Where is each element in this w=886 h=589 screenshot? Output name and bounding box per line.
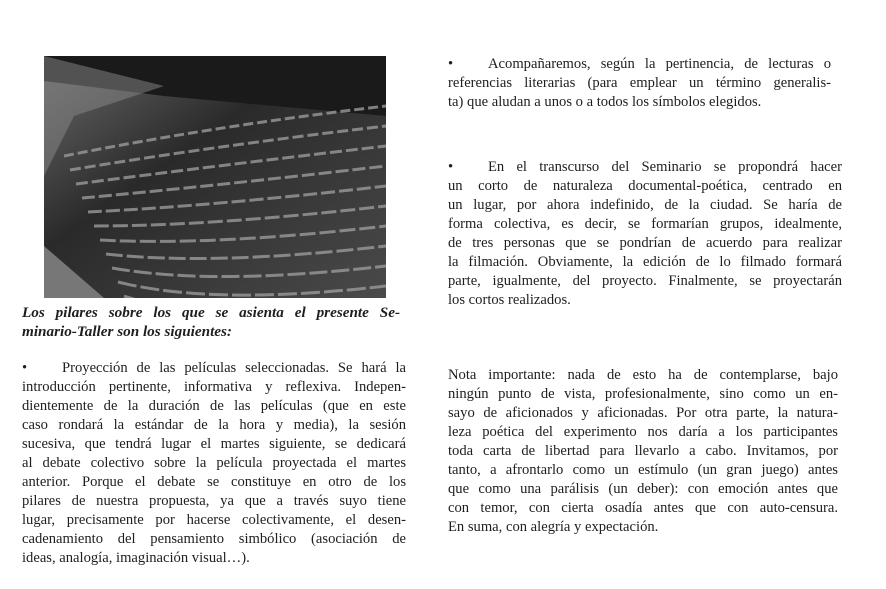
text-line: • En el transcurso del Seminario se propondrá hacer (448, 159, 842, 175)
text-line: al debate colectivo sobre la película proyectada el martes (22, 455, 406, 471)
text-line: referencias literarias (para emplear un término generalis- (448, 75, 831, 91)
text-line: tanto, a afrontarlo como un estímulo (un gran juego) antes (448, 462, 838, 478)
text-line: pilares de nuestra propuesta, ya que a través suyo tiene (22, 493, 406, 509)
text-line: cadenamiento del pensamiento simbólico (asociación de (22, 531, 406, 547)
text-line: un corto de naturaleza documental-poética, centrado en (448, 178, 842, 194)
heading-line: Los pilares sobre los que se asienta el presente Se- (22, 304, 400, 321)
bullet-icon: • (448, 56, 454, 72)
text-line: anterior. Porque el debate se constituye en otro de los (22, 474, 406, 490)
bullet-item-proyeccion (22, 359, 406, 568)
important-note (448, 366, 838, 537)
text-line: • Proyección de las películas seleccionadas. Se hará la (22, 360, 406, 376)
text-line: forma colectiva, es decir, se formarían grupos, idealmente, (448, 216, 842, 232)
bullet-icon: • (22, 360, 28, 376)
text-line: los cortos realizados. (448, 292, 571, 308)
text-line: ta) que aludan a unos o a todos los símbolos elegidos. (448, 94, 762, 110)
text-line: la filmación. Obviamente, la edición de lo filmado formará (448, 254, 842, 270)
text-line: sayo de aficionados y aficionadas. Por otra parte, la natura- (448, 405, 838, 421)
text-line: • Acompañaremos, según la pertinencia, de lecturas o (448, 56, 831, 72)
cinema-seats-image (44, 56, 386, 298)
text-line: ideas, analogía, imaginación visual…). (22, 550, 250, 566)
text-line: ningún punto de vista, profesionalmente, sino como un en- (448, 386, 838, 402)
text-line: caso rondará la estándar de la hora y media), la sesión (22, 417, 406, 433)
cinema-seats-photo (44, 56, 386, 298)
text-line: un lugar, por ahora indefinido, de la ciudad. Se haría de (448, 197, 842, 213)
section-heading (22, 303, 400, 341)
text-line: parte, igualmente, del proyecto. Finalmente, se proyectarán (448, 273, 842, 289)
text-line: sucesiva, que tendrá lugar el martes siguiente, se dedicará (22, 436, 406, 452)
bullet-icon: • (448, 159, 454, 175)
text-line: lugar, precisamente por hacerse colectivamente, el desen- (22, 512, 406, 528)
heading-line: minario-Taller son los siguientes: (22, 323, 232, 340)
text-line: En suma, con alegría y expectación. (448, 519, 659, 535)
text-line: toda carta de libertad para llevarlo a cabo. Invitamos, por (448, 443, 838, 459)
bullet-item-corto (448, 158, 842, 310)
text-line: dientemente de la duración de las películas (que en este (22, 398, 406, 414)
text-line: de tres personas que se pondrían de acuerdo para realizar (448, 235, 842, 251)
text-line: que como una parálisis (un deber): con emoción antes que (448, 481, 838, 497)
text-line: introducción pertinente, informativa y reflexiva. Indepen- (22, 379, 406, 395)
text-line: Nota importante: nada de esto ha de contemplarse, bajo (448, 367, 838, 383)
text-line: con temor, con cierta osadía antes que con auto-censura. (448, 500, 838, 516)
bullet-item-lecturas (448, 55, 831, 112)
text-line: leza poética del experimento nos daría a los participantes (448, 424, 838, 440)
